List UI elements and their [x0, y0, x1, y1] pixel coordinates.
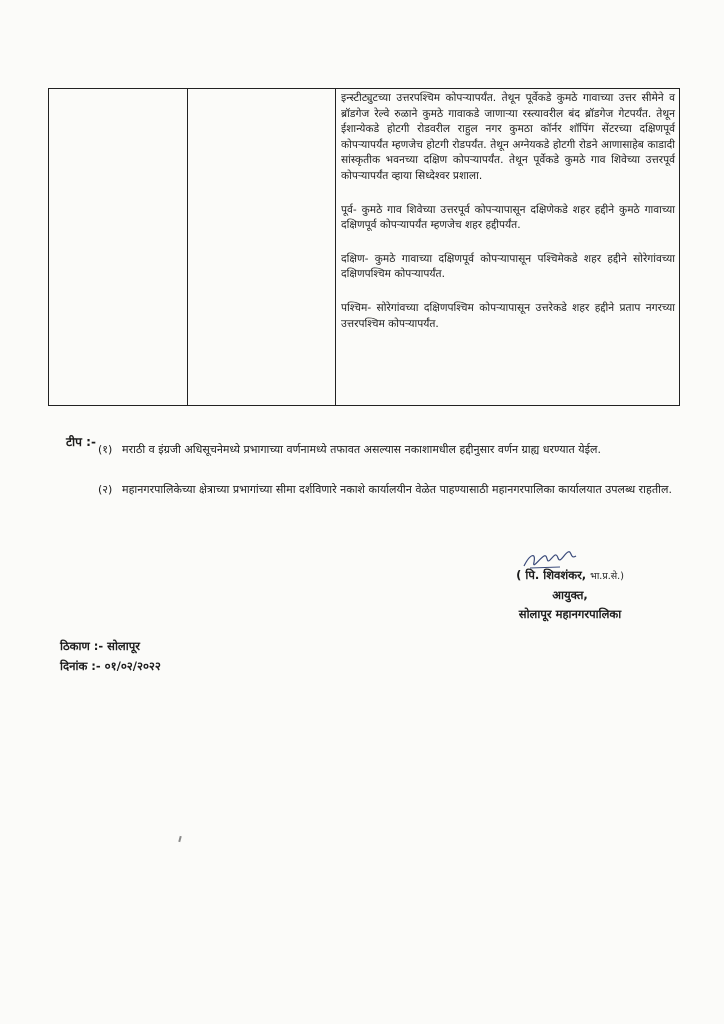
scan-mark: [178, 836, 181, 842]
date-text: दिनांक :- ०१/०२/२०२२: [60, 659, 161, 673]
note-item: [98, 442, 684, 459]
signatory-name-line: [470, 566, 670, 586]
note-number: (२): [98, 483, 113, 496]
east-boundary-text: पूर्व- कुमठे गाव शिवेच्या उत्तरपूर्व कोपऱ्यापासून दक्षिणेकडे शहर हद्दीने कुमठे गावाच्या दक्षिणपूर्व कोपऱ्यापर्यंत म्हणजेच शहर हद्दीपर्यंत.: [341, 203, 675, 232]
signatory-name: ( पि. शिवशंकर,: [516, 568, 587, 582]
signatory-office: सोलापूर महानगरपालिका: [518, 607, 622, 621]
south-boundary-text: दक्षिण- कुमठे गावाच्या दक्षिणपूर्व कोपऱ्यापासून पश्चिमेकडे शहर हद्दीने सोरेगांवच्या दक्षिणपश्चिम कोपऱ्यापर्यंत.: [341, 252, 675, 281]
ward-boundary-table: [48, 88, 680, 406]
note-item: [98, 482, 684, 499]
note-text: महानगरपालिकेच्या क्षेत्राच्या प्रभागांच्या सीमा दर्शविणारे नकाशे कार्यालयीन वेळेत पाहण्यासाठी महानगरपालिका कार्यालयात उपलब्ध राहतील.: [122, 483, 672, 496]
signatory-service: भा.प्र.से.): [590, 571, 624, 582]
note-number: (१): [98, 443, 113, 456]
west-boundary-text: पश्चिम- सोरेगांवच्या दक्षिणपश्चिम कोपऱ्यापासून उत्तरेकडे शहर हद्दीने प्रताप नगरच्या उत्तरपश्चिम कोपऱ्यापर्यंत.: [341, 301, 675, 330]
column-divider: [187, 89, 188, 405]
column-divider: [335, 89, 336, 405]
signature-block: [470, 566, 670, 624]
place-text: ठिकाण :- सोलापूर: [60, 639, 140, 653]
signatory-designation: आयुक्त,: [552, 588, 588, 602]
boundary-description-cell: [341, 91, 675, 332]
boundary-continued-text: इन्स्टीट्युटच्या उत्तरपश्चिम कोपऱ्यापर्यंत. तेथून पूर्वेकडे कुमठे गावाच्या उत्तर सीमेने व ब्रॉडगेज रेल्वे रुळाने कुमठे गावाकडे जाणाऱ्या रस्त्यावरील बंद ब्रॉडगेज गेटपर्यंत. तेथून ईशान्येकडे होटगी रोडवरील राहुल नगर कुमठा कॉर्नर शॉपिंग सेंटरच्या दक्षिणपूर्व कोपऱ्यापर्यंत म्हणजेच होटगी रोडपर्यंत. तेथून अग्नेयकडे होटगी रोडने आणासाहेब काडादी सांस्कृतीक भवनच्या दक्षिण कोपऱ्यापर्यंत. तेथून पूर्वेकडे कुमठे गाव शिवेच्या उत्तरपूर्व कोपऱ्यापर्यंत व्हाया सिध्देश्वर प्रशाला.: [341, 92, 675, 182]
note-text: मराठी व इंग्रजी अधिसूचनेमध्ये प्रभागाच्या वर्णनामध्ये तफावत असल्यास नकाशामधील हद्दीनुसार वर्णन ग्राह्य धरण्यात येईल.: [122, 443, 601, 456]
notes-heading: टीप :-: [66, 435, 96, 449]
place-date-block: [60, 636, 161, 676]
